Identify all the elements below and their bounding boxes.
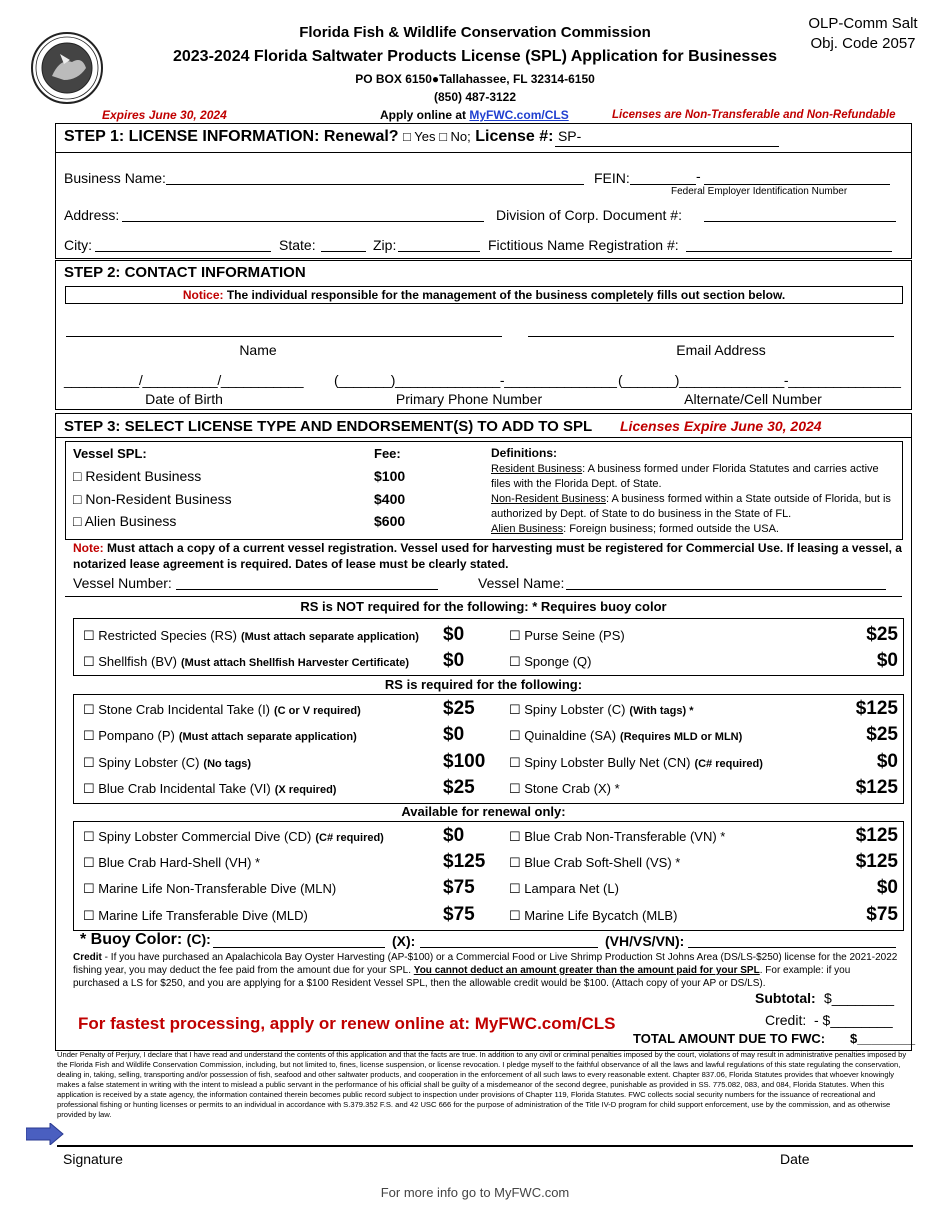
divider	[55, 437, 911, 438]
code-line-2: Obj. Code 2057	[810, 35, 916, 52]
endorsement-checkbox[interactable]	[83, 881, 336, 897]
spl-option-checkbox[interactable]: □ Resident Business	[73, 468, 202, 484]
rs-not-required-header: RS is NOT required for the following: * Requires buoy color	[300, 599, 667, 614]
notice-text: The individual responsible for the management of the business completely fills out section below.	[226, 288, 786, 302]
def-alien-term: Alien Business	[491, 523, 564, 535]
endorsement-note: (C# required)	[315, 832, 384, 844]
mailing-address: PO BOX 6150●Tallahassee, FL 32314-6150	[355, 72, 595, 86]
endorsement-label: ☐ Blue Crab Soft-Shell (VS) *	[509, 855, 681, 870]
name-caption: Name	[239, 342, 277, 358]
spl-option-checkbox[interactable]: □ Non-Resident Business	[73, 491, 232, 507]
endorsement-label: ☐ Shellfish (BV)	[83, 654, 178, 669]
code-line-1: OLP-Comm Salt	[808, 15, 918, 32]
apply-online	[380, 108, 569, 122]
spl-option-fee: $100	[374, 468, 406, 484]
fwc-seal-logo	[30, 28, 104, 108]
total-field[interactable]: $________	[850, 1031, 916, 1046]
endorsement-label: ☐ Blue Crab Hard-Shell (VH) *	[83, 855, 261, 870]
credit-field[interactable]: - $________	[814, 1012, 893, 1028]
endorsement-fee: $0	[443, 650, 465, 671]
credit-label: Credit	[73, 952, 102, 963]
def-resident-term: Resident Business	[491, 463, 583, 475]
fastest-processing: For fastest processing, apply or renew online at: MyFWC.com/CLS	[78, 1014, 616, 1033]
step3-title: STEP 3: SELECT LICENSE TYPE AND ENDORSEMENT(S) TO ADD TO SPL	[64, 418, 593, 435]
endorsement-note: (Requires MLD or MLN)	[620, 731, 743, 743]
footer-info: For more info go to MyFWC.com	[380, 1185, 570, 1200]
definitions-header: Definitions:	[491, 446, 557, 460]
signature-line[interactable]	[57, 1145, 913, 1147]
endorsement-checkbox[interactable]	[83, 755, 251, 771]
spl-option-fee: $400	[374, 491, 406, 507]
endorsement-label: ☐ Marine Life Bycatch (MLB)	[509, 908, 678, 923]
vessel-spl-header: Vessel SPL:	[73, 446, 147, 461]
fein-note: Federal Employer Identification Number	[671, 186, 848, 197]
buoy-x-field[interactable]	[420, 932, 598, 948]
endorsement-checkbox[interactable]	[509, 829, 725, 845]
vessel-name-label: Vessel Name:	[478, 575, 565, 591]
alt-phone-field[interactable]: (_______)______________-_______________	[618, 372, 901, 388]
primary-phone-field[interactable]: (_______)______________-_______________	[334, 372, 617, 388]
zip-field[interactable]	[398, 235, 480, 252]
endorsement-checkbox[interactable]	[83, 702, 361, 718]
step3-expire: Licenses Expire June 30, 2024	[620, 418, 822, 434]
endorsement-checkbox[interactable]	[83, 829, 384, 845]
def-nonresident-term: Non-Resident Business	[491, 493, 606, 505]
buoy-v-label: (VH/VS/VN):	[605, 933, 685, 949]
endorsement-fee: $0	[443, 724, 465, 745]
endorsement-checkbox[interactable]	[509, 654, 591, 670]
credit-desc-2: . For example: if you purchased a LS for $250, and you are applying for a $100 Resident Vessel SPL, then the allowable credit would be $100. (Attach copy of your AP or DS/LS).	[73, 965, 851, 989]
credit-desc-1: - If you have purchased an Apalachicola Bay Oyster Harvesting (AP-$100) or a Commercial Food or Live Shrimp Production St Johns Area (DS/LS-$250) license for the 2021-2022 fishing year, you may deduct the fee paid from the amount due for your SPL.	[73, 952, 898, 976]
spl-option-fee: $600	[374, 513, 406, 529]
division-field[interactable]	[704, 205, 896, 222]
endorsement-label: ☐ Pompano (P)	[83, 728, 175, 743]
notice-row	[65, 288, 903, 302]
spl-option-checkbox[interactable]: □ Alien Business	[73, 513, 177, 529]
subtotal-field[interactable]: $________	[824, 990, 895, 1006]
endorsement-checkbox[interactable]	[509, 702, 693, 718]
endorsement-note: (X required)	[274, 784, 337, 796]
date-label: Date	[780, 1151, 810, 1167]
state-field[interactable]	[321, 235, 366, 252]
endorsement-note: (Must attach Shellfish Harvester Certificate)	[181, 657, 410, 669]
definitions-text	[491, 462, 897, 537]
endorsement-checkbox[interactable]	[83, 654, 409, 670]
endorsement-fee: $0	[876, 751, 898, 772]
email-caption: Email Address	[676, 342, 766, 358]
dob-caption: Date of Birth	[145, 391, 223, 407]
endorsement-fee: $125	[443, 851, 486, 872]
fein-label: FEIN:	[594, 170, 630, 186]
endorsement-note: (With tags) *	[629, 705, 694, 717]
endorsement-note: (C# required)	[694, 758, 763, 770]
divider	[65, 596, 902, 597]
renewal-only-header: Available for renewal only:	[401, 804, 566, 819]
endorsement-label: ☐ Spiny Lobster (C)	[509, 702, 626, 717]
endorsement-fee: $75	[443, 904, 475, 925]
license-number-field[interactable]	[555, 130, 779, 147]
endorsement-label: ☐ Spiny Lobster Bully Net (CN)	[509, 755, 691, 770]
fein-field-1[interactable]	[630, 168, 696, 185]
endorsement-fee: $100	[443, 751, 486, 772]
buoy-c-label: (C):	[186, 931, 211, 947]
primary-phone-caption: Primary Phone Number	[395, 391, 543, 407]
endorsement-fee: $125	[855, 698, 898, 719]
def-alien	[491, 522, 897, 537]
endorsement-checkbox[interactable]	[83, 855, 260, 871]
endorsement-label: ☐ Marine Life Transferable Dive (MLD)	[83, 908, 308, 923]
signature-label: Signature	[63, 1151, 123, 1167]
divider	[55, 152, 911, 153]
arrow-icon	[26, 1123, 64, 1145]
rs-required-header: RS is required for the following:	[384, 677, 583, 692]
endorsement-fee: $0	[876, 650, 898, 671]
endorsement-checkbox[interactable]	[83, 728, 357, 744]
address-field[interactable]	[122, 205, 484, 222]
subtotal-label: Subtotal:	[755, 990, 816, 1006]
def-resident-desc: : A business formed under Florida Statutes and carries active files with the Florida Dept. of State.	[491, 463, 879, 490]
perjury-statement: Under Penalty of Perjury, I declare that I have read and understand the contents of this application and that the facts are true. In addition to any civil or criminal penalties imposed by the court, violations of may result in administrative penalties imposed by the Florida Fish and Wildlife Conservation Commission, including, but not limited to, fines, license suspension, or license revocation. I pledge myself to the faithful observance of all the laws and lawful regulations of this state regulating the conservation, dealing in, taking, selling, transporting and/or possession of fish, seafood and other saltwater products, and cooperation in the enforcement of all such laws to every reasonable extent. Chapter 837.06, Florida Statutes provides that whoever knowingly makes a false statement in writing with the intent to mislead a public servant in the performance of his official shall be guilty of a misdemeanor of the second degree, punishable as provided in SS. 775.082, 083, and 084, Florida Statutes. When this application is received by a state agency, the information contained therein becomes public record subject to inspection under provisions of Chapter 119, Florida Statutes. FWC collects social security numbers for the issuance of recreational and professional fishing or hunting licenses or permits to an individual in accordance with S.379.352 F.S. and 42 USC 666 for the purpose of administration of the Title IV-D program for child support enforcement, use by the commission, and as otherwise provided by law.	[57, 1050, 907, 1119]
city-field[interactable]	[95, 235, 271, 252]
endorsement-checkbox[interactable]	[509, 755, 763, 771]
buoy-label: * Buoy Color:	[80, 931, 183, 948]
def-nonresident	[491, 492, 897, 522]
endorsement-label: ☐ Restricted Species (RS)	[83, 628, 237, 643]
name-field[interactable]	[66, 320, 502, 337]
vessel-name-field[interactable]	[566, 574, 886, 590]
apply-link[interactable]: MyFWC.com/CLS	[469, 108, 569, 122]
apply-prefix: Apply online at	[380, 108, 467, 122]
endorsement-fee: $25	[866, 624, 898, 645]
fictitious-field[interactable]	[686, 235, 892, 252]
vessel-number-label: Vessel Number:	[73, 575, 172, 591]
endorsement-checkbox[interactable]	[509, 908, 677, 924]
business-name-label: Business Name:	[64, 170, 166, 186]
step1-title-row	[64, 128, 581, 146]
endorsement-label: ☐ Quinaldine (SA)	[509, 728, 617, 743]
endorsement-fee: $125	[855, 851, 898, 872]
endorsement-fee: $75	[866, 904, 898, 925]
buoy-c-field[interactable]	[213, 932, 385, 948]
zip-label: Zip:	[373, 237, 397, 253]
endorsement-label: ☐ Spiny Lobster (C)	[83, 755, 200, 770]
endorsement-label: ☐ Marine Life Non-Transferable Dive (MLN)	[83, 881, 337, 896]
endorsement-fee: $0	[443, 825, 465, 846]
endorsement-fee: $125	[855, 777, 898, 798]
nontransferable-notice: Licenses are Non-Transferable and Non-Refundable	[612, 109, 896, 121]
endorsement-fee: $25	[866, 724, 898, 745]
endorsement-label: ☐ Stone Crab (X) *	[509, 781, 620, 796]
def-nonresident-desc: : A business formed within a State outside of Florida, but is authorized by Dept. of State to do business in the State of FL.	[491, 493, 891, 520]
def-alien-desc: : Foreign business; formed outside the USA.	[563, 523, 779, 535]
total-label: TOTAL AMOUNT DUE TO FWC:	[633, 1031, 826, 1046]
vessel-number-field[interactable]	[176, 574, 438, 590]
def-resident	[491, 462, 897, 492]
fee-header: Fee:	[374, 446, 401, 461]
endorsement-label: ☐ Lampara Net (L)	[509, 881, 619, 896]
endorsement-checkbox[interactable]	[83, 781, 336, 797]
endorsement-checkbox[interactable]	[509, 855, 680, 871]
endorsement-fee: $0	[443, 624, 465, 645]
fein-field-2[interactable]	[704, 168, 890, 185]
fictitious-label: Fictitious Name Registration #:	[488, 237, 679, 253]
endorsement-fee: $125	[855, 825, 898, 846]
expiration-notice: Expires June 30, 2024	[102, 108, 227, 122]
endorsement-fee: $25	[443, 698, 475, 719]
endorsement-note: (No tags)	[203, 758, 252, 770]
email-field[interactable]	[528, 320, 894, 337]
credit-total-label: Credit:	[765, 1012, 807, 1028]
endorsement-fee: $25	[443, 777, 475, 798]
alt-phone-caption: Alternate/Cell Number	[684, 391, 822, 407]
step2-title: STEP 2: CONTACT INFORMATION	[64, 264, 306, 281]
form-title: 2023-2024 Florida Saltwater Products License (SPL) Application for Businesses	[172, 48, 778, 65]
buoy-color-row	[80, 931, 211, 949]
address-label: Address:	[64, 207, 120, 223]
business-name-field[interactable]	[166, 168, 584, 185]
phone-number: (850) 487-3122	[433, 90, 517, 104]
object-code	[808, 14, 918, 54]
endorsement-checkbox[interactable]	[509, 781, 620, 797]
city-label: City:	[64, 237, 92, 253]
endorsement-fee: $0	[876, 877, 898, 898]
endorsement-fee: $75	[443, 877, 475, 898]
endorsement-checkbox[interactable]	[509, 628, 625, 644]
endorsement-note: (C or V required)	[274, 705, 361, 717]
credit-text	[73, 951, 899, 990]
vessel-note	[73, 540, 903, 572]
license-label: License #:	[475, 128, 554, 145]
endorsement-label: ☐ Spiny Lobster Commercial Dive (CD)	[83, 829, 312, 844]
agency-name: Florida Fish & Wildlife Conservation Commission	[299, 24, 651, 41]
endorsement-checkbox[interactable]	[83, 628, 419, 644]
dob-field[interactable]: __________/__________/___________	[64, 372, 304, 388]
endorsement-label: ☐ Blue Crab Incidental Take (VI)	[83, 781, 271, 796]
state-label: State:	[279, 237, 316, 253]
step1-title: STEP 1: LICENSE INFORMATION: Renewal?	[64, 128, 399, 145]
division-label: Division of Corp. Document #:	[496, 207, 682, 223]
notice-label: Notice:	[182, 288, 224, 302]
note-label: Note:	[73, 541, 104, 555]
buoy-v-field[interactable]	[688, 932, 896, 948]
license-prefix: SP-	[557, 128, 582, 144]
credit-bold: You cannot deduct an amount greater than the amount paid for your SPL	[413, 965, 760, 976]
note-text: Must attach a copy of a current vessel registration. Vessel used for harvesting must be registered for Commercial Use. If leasing a vessel, a notarized lease agreement is required. Dates of lease must be clearly stated.	[73, 541, 902, 571]
endorsement-label: ☐ Sponge (Q)	[509, 654, 592, 669]
fein-dash: -	[696, 168, 701, 184]
endorsement-checkbox[interactable]	[83, 908, 308, 924]
renewal-checkboxes[interactable]: □ Yes □ No;	[403, 129, 471, 144]
endorsement-checkbox[interactable]	[509, 728, 742, 744]
endorsement-checkbox[interactable]	[509, 881, 619, 897]
endorsement-label: ☐ Stone Crab Incidental Take (I)	[83, 702, 271, 717]
endorsement-label: ☐ Blue Crab Non-Transferable (VN) *	[509, 829, 726, 844]
buoy-x-label: (X):	[392, 933, 416, 949]
endorsement-note: (Must attach separate application)	[178, 731, 357, 743]
endorsement-label: ☐ Purse Seine (PS)	[509, 628, 625, 643]
endorsement-note: (Must attach separate application)	[240, 631, 419, 643]
